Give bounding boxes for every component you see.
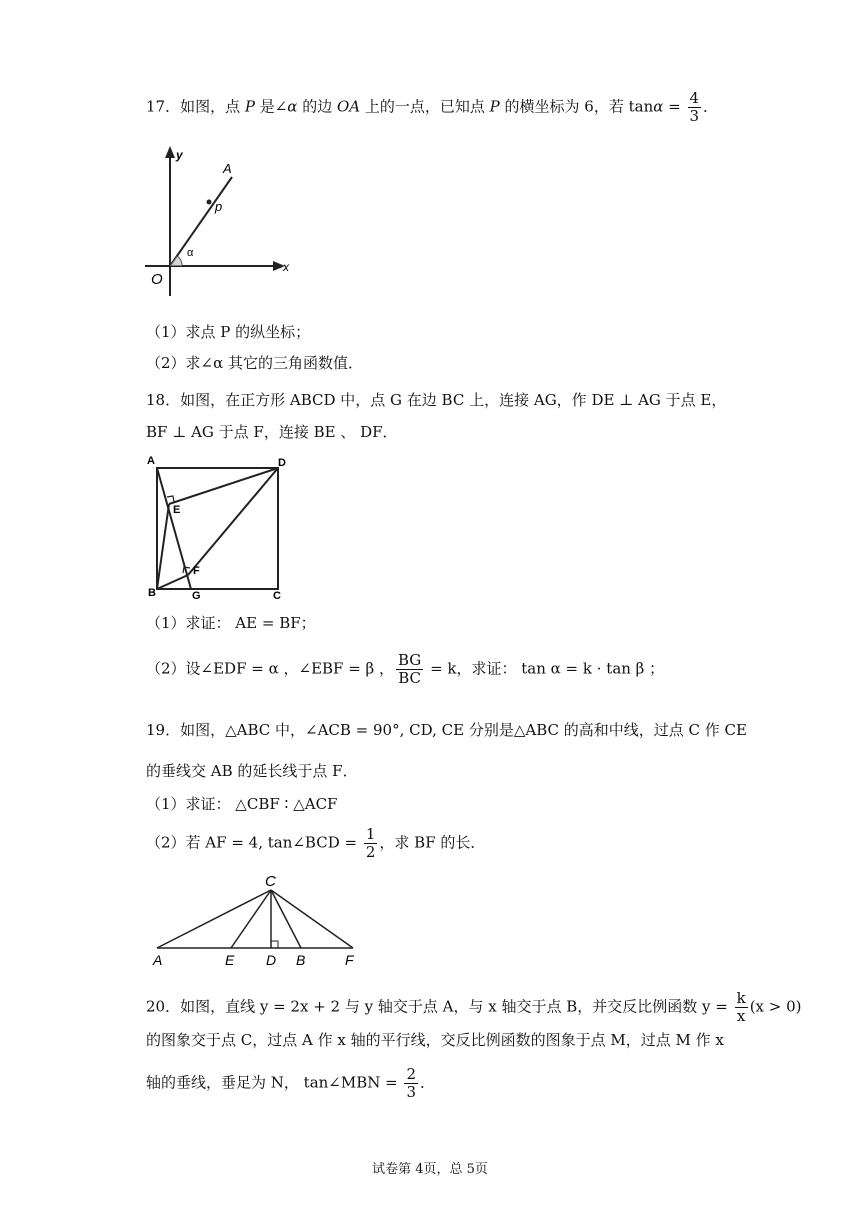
q19-label-B: B [296, 952, 306, 968]
q19-line1: 19．如图，△ABC 中，∠ACB = 90°, CD, CE 分别是△ABC 的高和中线，过点 C 作 CE [146, 721, 747, 739]
q18-label-C: C [273, 590, 281, 602]
q18-sub1: （1）求证： AE = BF； [146, 614, 316, 632]
q20-line3: 轴的垂线，垂足为 N， tan∠MBN = $\frac{2}{3}$ ． [146, 1065, 436, 1101]
q18-label-B: B [148, 587, 156, 599]
q18-sub2: （2）设∠EDF = α ，∠EBF = β ， $\frac{BG}{BC}$ = k，求证： tan α = k · tan β ； [146, 651, 665, 687]
q19-figure [145, 870, 370, 970]
q20-fraction-2: $\frac{2}{3}$ [406, 1065, 417, 1101]
q17-stem: 17．如图，点 P 是∠α 的边 OA 上的一点，已知点 P 的横坐标为 6，若 tanα = $\frac{4}{3}$ ． [146, 89, 719, 125]
q20-line1: 20．如图，直线 y = 2x + 2 与 y 轴交于点 A，与 x 轴交于点 B，并交反比例函数 y = $\frac{k}{x}$ (x > 0) [146, 989, 802, 1025]
q19-label-C: C [265, 873, 276, 890]
q18-fraction: $\frac{BG}{BC}$ [398, 651, 422, 687]
q19-label-D: D [266, 952, 277, 968]
q18-label-D: D [278, 457, 286, 469]
page-footer: 试卷第 4页，总 5页 [372, 1162, 488, 1177]
q18-line2: BF ⊥ AG 于点 F，连接 BE 、 DF． [146, 423, 398, 441]
q20-line2: 的图象交于点 C，过点 A 作 x 轴的平行线，交反比例函数的图象于点 M，过点 M 作 x [146, 1031, 724, 1049]
q18-label-E: E [173, 504, 181, 516]
q17-figure [145, 140, 305, 305]
q19-line2: 的垂线交 AB 的延长线于点 F． [146, 762, 358, 780]
q19-sub2: （2）若 AF = 4, tan∠BCD = $\frac{1}{2}$ ，求 BF 的长． [146, 825, 486, 861]
q17-sub1: （1）求点 P 的纵坐标； [146, 323, 311, 341]
q17-label-A: A [223, 161, 232, 176]
q17-label-alpha: α [187, 247, 194, 259]
q18-label-F: F [193, 565, 200, 577]
q19-fraction: $\frac{1}{2}$ [365, 825, 376, 861]
q17-label-y: y [176, 148, 183, 162]
q17-label-P: p [215, 199, 223, 214]
q17-sub2: （2）求∠α 其它的三角函数值． [146, 354, 364, 372]
q18-label-A: A [147, 455, 155, 467]
q17-label-O: O [151, 271, 163, 288]
q19-label-E: E [225, 952, 235, 968]
q17-fraction: $\frac{4}{3}$ [689, 89, 700, 125]
q17-label-x: x [283, 260, 289, 274]
q19-label-A: A [153, 952, 163, 968]
q19-label-F: F [345, 952, 354, 968]
q18-line1: 18．如图，在正方形 ABCD 中，点 G 在边 BC 上，连接 AG，作 DE ⊥ AG 于点 E， [146, 391, 727, 409]
q18-figure [145, 452, 300, 604]
q18-label-G: G [192, 590, 201, 602]
q20-fraction: $\frac{k}{x}$ [736, 989, 746, 1025]
q19-sub1: （1）求证： △CBF ∶ △ACF [146, 795, 338, 813]
